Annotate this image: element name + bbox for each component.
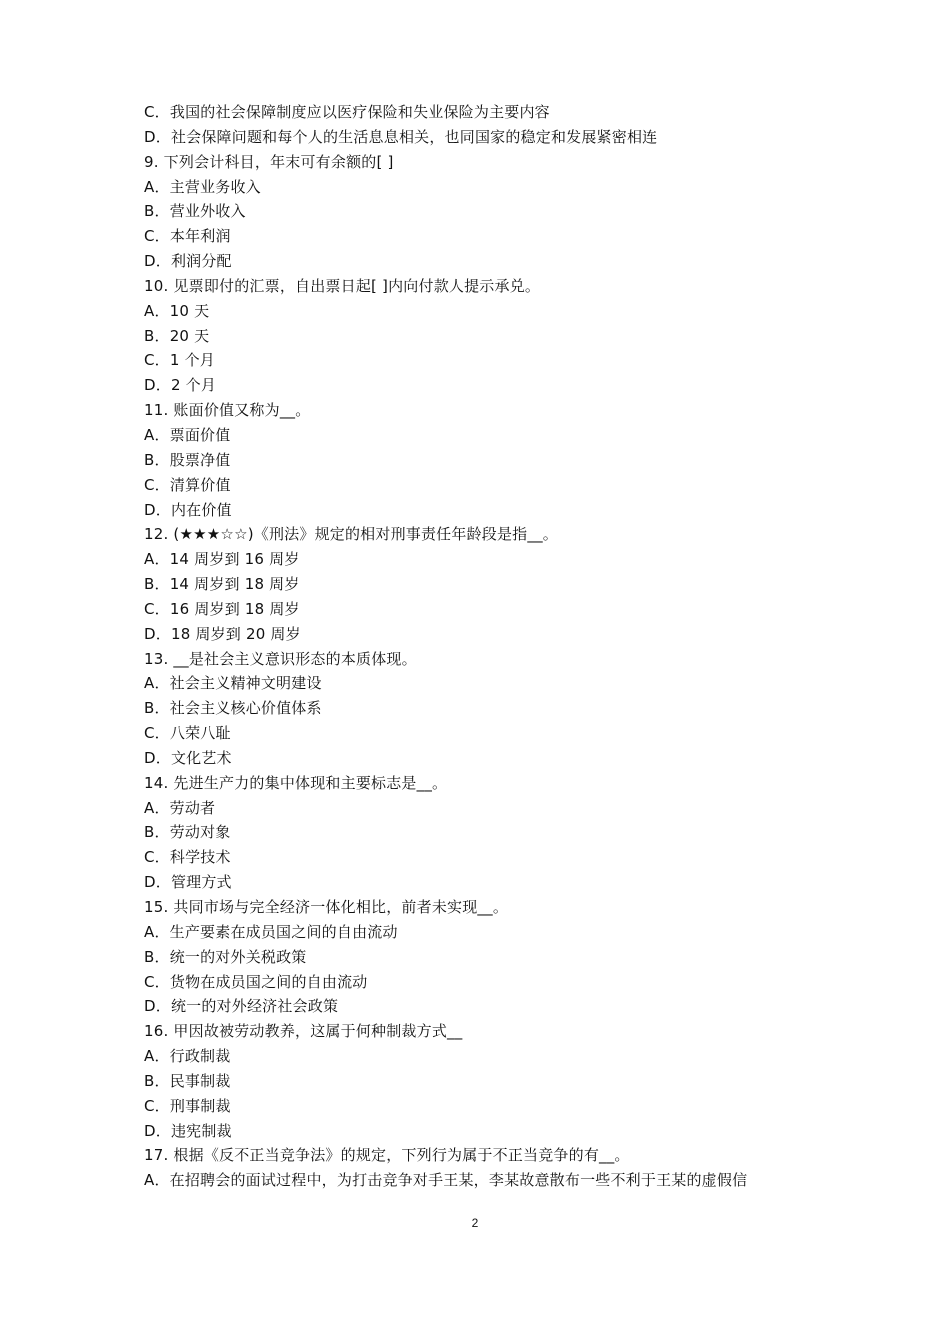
option-line: A．票面价值 <box>144 425 231 444</box>
option-line: C．八荣八耻 <box>144 724 231 743</box>
option-line: D．管理方式 <box>144 873 232 892</box>
option-line: A．社会主义精神文明建设 <box>144 674 322 693</box>
option-line: C．清算价值 <box>144 475 231 494</box>
question-line: 11. 账面价值又称为__。 <box>144 401 311 420</box>
option-line: D．利润分配 <box>144 252 232 271</box>
question-line: 12. (★★★☆☆)《刑法》规定的相对刑事责任年龄段是指__。 <box>144 525 558 544</box>
option-line: C．科学技术 <box>144 848 231 867</box>
option-line: B．统一的对外关税政策 <box>144 947 307 966</box>
option-line: C．刑事制裁 <box>144 1096 231 1115</box>
option-line: D．统一的对外经济社会政策 <box>144 997 339 1016</box>
option-line: D．18 周岁到 20 周岁 <box>144 624 301 643</box>
option-line: C．16 周岁到 18 周岁 <box>144 599 300 618</box>
option-line: A．10 天 <box>144 301 210 320</box>
text-line: C．我国的社会保障制度应以医疗保险和失业保险为主要内容 <box>144 103 550 121</box>
option-line: B．14 周岁到 18 周岁 <box>144 575 300 594</box>
option-line: A．14 周岁到 16 周岁 <box>144 550 300 569</box>
option-line: A．主营业务收入 <box>144 177 261 196</box>
page-content <box>144 100 824 1193</box>
option-line: A．在招聘会的面试过程中，为打击竞争对手王某，李某故意散布一些不利于王某的虚假信 <box>144 1171 748 1190</box>
question-line: 15. 共同市场与完全经济一体化相比，前者未实现__。 <box>144 898 509 916</box>
option-line: B．劳动对象 <box>144 823 231 842</box>
option-line: C．货物在成员国之间的自由流动 <box>144 972 368 991</box>
option-line: D．内在价值 <box>144 500 232 519</box>
text-line: D．社会保障问题和每个人的生活息息相关，也同国家的稳定和发展紧密相连 <box>144 127 658 146</box>
option-line: C．本年利润 <box>144 227 231 246</box>
option-line: A．劳动者 <box>144 798 216 817</box>
option-line: B．社会主义核心价值体系 <box>144 699 322 718</box>
option-line: B．营业外收入 <box>144 202 246 221</box>
option-line: D．文化艺术 <box>144 748 232 767</box>
page-number: 2 <box>471 1216 479 1230</box>
question-line: 17. 根据《反不正当竞争法》的规定，下列行为属于不正当竞争的有__。 <box>144 1146 630 1165</box>
question-line: 16. 甲因故被劳动教养，这属于何种制裁方式__ <box>144 1022 463 1041</box>
option-line: B．20 天 <box>144 326 210 345</box>
option-line: A．行政制裁 <box>144 1047 231 1066</box>
question-line: 13. __是社会主义意识形态的本质体现。 <box>144 649 417 668</box>
question-line: 14. 先进生产力的集中体现和主要标志是__。 <box>144 773 448 792</box>
option-line: B．民事制裁 <box>144 1071 231 1090</box>
option-line: B．股票净值 <box>144 450 231 469</box>
question-line: 9. 下列会计科目，年末可有余额的[ ] <box>144 152 394 171</box>
option-line: C．1 个月 <box>144 351 215 370</box>
option-line: D．违宪制裁 <box>144 1121 232 1140</box>
option-line: D．2 个月 <box>144 376 217 395</box>
question-line: 10. 见票即付的汇票，自出票日起[ ]内向付款人提示承兑。 <box>144 276 541 295</box>
option-line: A．生产要素在成员国之间的自由流动 <box>144 922 398 941</box>
